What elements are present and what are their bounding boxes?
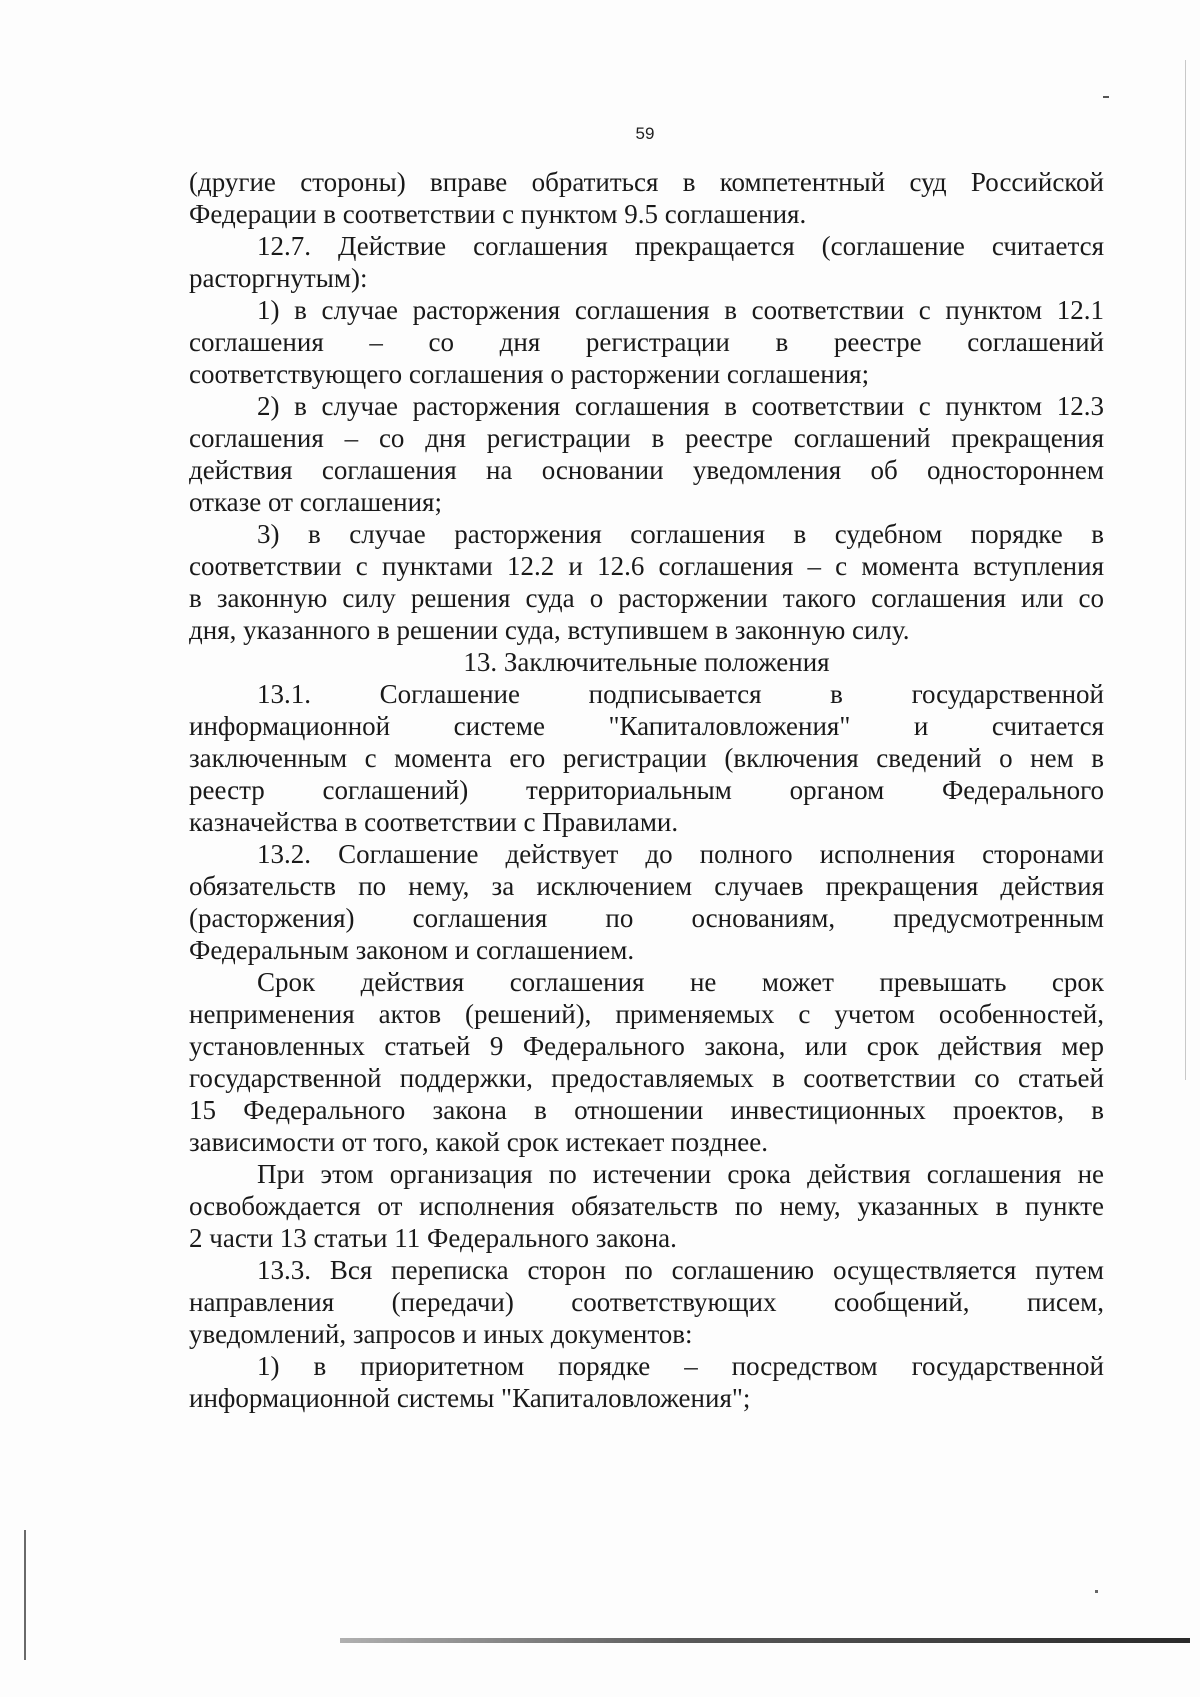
text-line: информационной системы "Капиталовложения"; (189, 1383, 751, 1413)
text-line: 2 части 13 статьи 11 Федерального закона. (189, 1223, 677, 1253)
bottom-rule (340, 1638, 1190, 1643)
text-line: 3) в случае расторжения соглашения в судебном порядке в (257, 519, 1104, 549)
text-line: отказе от соглашения; (189, 487, 442, 517)
text-line: 1) в случае расторжения соглашения в соответствии с пунктом 12.1 (257, 295, 1104, 325)
text-line: расторгнутым): (189, 263, 368, 293)
text-line: государственной поддержки, предоставляемых в соответствии со статьей (189, 1063, 1104, 1093)
text-line: 1) в приоритетном порядке – посредством государственной (257, 1351, 1104, 1381)
text-line: неприменения актов (решений), применяемых с учетом особенностей, (189, 999, 1104, 1029)
text-line: 13.2. Соглашение действует до полного исполнения сторонами (257, 839, 1104, 869)
text-line: направления (передачи) соответствующих сообщений, писем, (189, 1287, 1104, 1317)
page-number: 59 (635, 124, 655, 143)
text-line: обязательств по нему, за исключением случаев прекращения действия (189, 871, 1104, 901)
text-line: 15 Федерального закона в отношении инвестиционных проектов, в (189, 1095, 1104, 1125)
text-line: реестр соглашений) территориальным органом Федерального (189, 775, 1104, 805)
scan-edge-line (1185, 60, 1186, 1080)
text-line: 2) в случае расторжения соглашения в соответствии с пунктом 12.3 (257, 391, 1104, 421)
text-line: соответствии с пунктами 12.2 и 12.6 соглашения – с момента вступления (189, 551, 1104, 581)
text-line: 12.7. Действие соглашения прекращается (соглашение считается (257, 231, 1104, 261)
document-body (189, 166, 1104, 1414)
text-line: соглашения – со дня регистрации в реестре соглашений (189, 327, 1104, 357)
text-line: информационной системе "Капиталовложения" и считается (189, 711, 1104, 741)
text-line: Федерации в соответствии с пунктом 9.5 соглашения. (189, 199, 807, 229)
text-line: Федеральным законом и соглашением. (189, 935, 635, 965)
text-line: 13.1. Соглашение подписывается в государственной (257, 679, 1104, 709)
scan-speck (1103, 96, 1109, 98)
text-line: зависимости от того, какой срок истекает позднее. (189, 1127, 769, 1157)
text-line: заключенным с момента его регистрации (включения сведений о нем в (189, 743, 1104, 773)
text-line: освобождается от исполнения обязательств по нему, указанных в пункте (189, 1191, 1104, 1221)
text-line: действия соглашения на основании уведомления об одностороннем (189, 455, 1104, 485)
text-line: уведомлений, запросов и иных документов: (189, 1319, 693, 1349)
text-line: 13.3. Вся переписка сторон по соглашению осуществляется путем (257, 1255, 1104, 1285)
scan-speck (1095, 1590, 1098, 1593)
text-line: Срок действия соглашения не может превышать срок (257, 967, 1104, 997)
text-line: соответствующего соглашения о расторжении соглашения; (189, 359, 870, 389)
text-line: дня, указанного в решении суда, вступившем в законную силу. (189, 615, 910, 645)
text-line: соглашения – со дня регистрации в реестре соглашений прекращения (189, 423, 1104, 453)
text-line: При этом организация по истечении срока действия соглашения не (257, 1159, 1104, 1189)
text-line: казначейства в соответствии с Правилами. (189, 807, 679, 837)
section-heading: 13. Заключительные положения (463, 647, 830, 677)
text-line: (расторжения) соглашения по основаниям, предусмотренным (189, 903, 1104, 933)
text-line: установленных статьей 9 Федерального закона, или срок действия мер (189, 1031, 1104, 1061)
text-line: в законную силу решения суда о расторжении такого соглашения или со (189, 583, 1104, 613)
scan-edge-mark (24, 1530, 26, 1660)
text-line: (другие стороны) вправе обратиться в компетентный суд Российской (189, 167, 1104, 197)
